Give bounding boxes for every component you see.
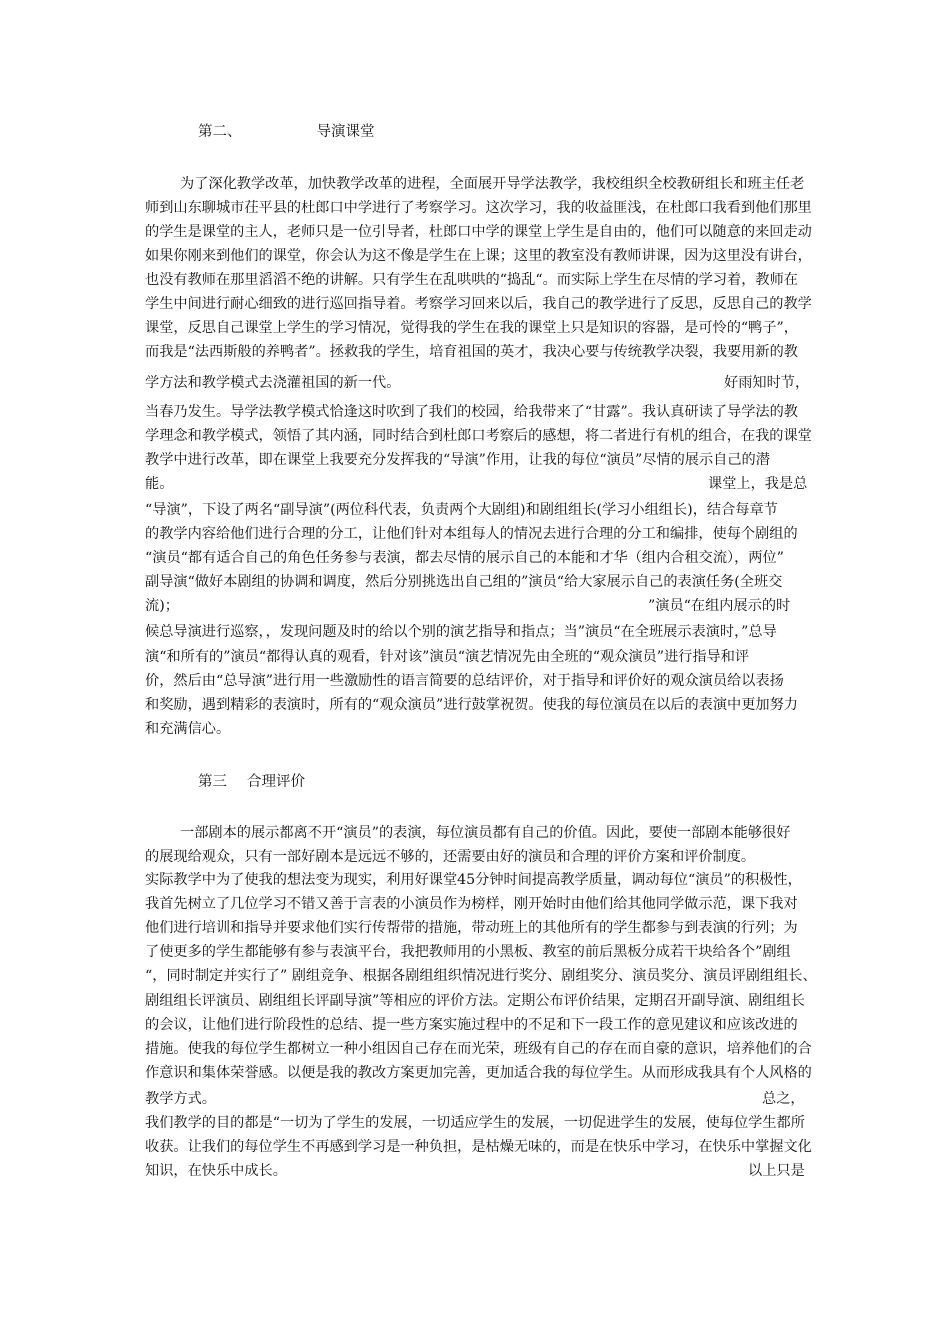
paragraph-line: 教学方式。: [145, 1091, 216, 1107]
paragraph-line: 的教学内容给他们进行合理的分工，让他们针对本组每人的情况去进行合理的分工和编排，使每个剧组的: [145, 526, 798, 542]
paragraph-line: 实际教学中为了使我的想法变为现实，利用好课堂45分钟时间提高教学质量，调动每位“演员”的积极性，: [145, 872, 802, 888]
paragraph-line: “演员“都有适合自己的角色任务参与表演，都去尽情的展示自己的本能和才华（组内合租交流），两位”: [145, 550, 784, 566]
paragraph-line: 好雨知时节，: [724, 375, 810, 391]
paragraph-line: 剧组组长评演员、剧组组长评副导演”等相应的评价方法。定期公布评价结果，定期召开副导演、剧组组长: [145, 993, 805, 1009]
paragraph-line: 教学中进行改革，即在课堂上我要充分发挥我的“导演”作用，让我的每位“演员”尽情的展示自己的潜: [145, 452, 770, 468]
paragraph-line: 学方法和教学模式去浇灌祖国的新一代。: [145, 375, 401, 391]
paragraph-line: 我们教学的目的都是“一切为了学生的发展，一切适应学生的发展，一切促进学生的发展，使每位学生都所: [145, 1115, 805, 1131]
paragraph-line: 为了深化教学改革，加快教学改革的进程，全面展开导学法教学，我校组织全校教研组长和班主任老: [180, 176, 805, 192]
paragraph-line: 当春乃发生。导学法教学模式恰逢这时吹到了我们的校园，给我带来了“甘露”。我认真研读了导学法的教: [145, 404, 798, 420]
paragraph-line: 如果你刚来到他们的课堂，你会认为这不像是学生在上课；这里的教室没有教师讲课，因为这里没有讲台，: [145, 248, 812, 264]
paragraph-line: 而我是“法西斯般的养鸭者”。拯救我的学生，培育祖国的英才，我决心要与传统教学决裂，我要用新的教: [145, 344, 798, 360]
paragraph-line: 一部剧本的展示都离不开“演员”的表演，每位演员都有自己的价值。因此，要使一部剧本能够很好: [180, 825, 791, 841]
paragraph-line: 收获。让我们的每位学生不再感到学习是一种负担，是枯燥无味的，而是在快乐中学习，在快乐中掌握文化: [145, 1139, 812, 1155]
paragraph-line: 课堂上，我是总: [708, 476, 808, 492]
paragraph-line: 的学生是课堂的主人，老师只是一位引导者，杜郎口中学的课堂上学生是自由的，他们可以随意的来回走动: [145, 224, 812, 240]
paragraph-line: “导演”，下设了两名“副导演”(两位科代表，负责两个大剧组)和剧组组长(学习小组组长)，结合每章节: [145, 502, 778, 518]
paragraph-line: 能。: [145, 476, 174, 492]
paragraph-line: 价，然后由“总导演”进行用一些激励性的语言简要的总结评价，对于指导和评价好的观众演员给以表扬: [145, 673, 784, 689]
paragraph-line: 和奖励，遇到精彩的表演时，所有的“观众演员”进行鼓掌祝贺。使我的每位演员在以后的表演中更加努力: [145, 697, 798, 713]
paragraph-line: 知识，在快乐中成长。: [145, 1163, 287, 1179]
paragraph-line: 的会议，让他们进行阶段性的总结、提一些方案实施过程中的不足和下一段工作的意见建议和应该改进的: [145, 1017, 798, 1033]
paragraph-line: 以上只是: [748, 1163, 805, 1179]
paragraph-line: 演“和所有的”演员“都得认真的观看，针对该”演员“演艺情况先由全班的“观众演员”进行指导和评: [145, 649, 750, 665]
paragraph-line: 的展现给观众，只有一部好剧本是远远不够的，还需要由好的演员和合理的评价方案和评价制度。: [145, 849, 756, 865]
section-heading: 第三 合理评价: [198, 774, 305, 790]
section-heading: 第二、 导演课堂: [198, 124, 375, 140]
paragraph-line: 我首先树立了几位学习不错又善于言表的小演员作为榜样，刚开始时由他们给其他同学做示范，课下我对: [145, 896, 798, 912]
paragraph-line: 候总导演进行巡察，，发现问题及时的给以个别的演艺指导和指点；当”演员“在全班展示表演时，”总导: [145, 624, 777, 640]
paragraph-line: 总之，: [762, 1091, 805, 1107]
paragraph-line: 课堂，反思自己课堂上学生的学习情况，觉得我的学生在我的课堂上只是知识的容器，是可怜的“鸭子”，: [145, 320, 798, 336]
paragraph-line: 学生中间进行耐心细致的进行巡回指导着。考察学习回来以后，我自己的教学进行了反思，反思自己的教学: [145, 296, 812, 312]
paragraph-line: ”演员“在组内展示的时: [648, 598, 791, 614]
paragraph-line: 他们进行培训和指导并要求他们实行传帮带的措施，带动班上的其他所有的学生都参与到表演的行列；为: [145, 920, 798, 936]
paragraph-line: “，同时制定并实行了” 剧组竞争、根据各剧组组织情况进行奖分、剧组奖分、演员奖分、演员评剧组组长、: [145, 968, 817, 984]
paragraph-line: 作意识和集体荣誉感。以便是我的教改方案更加完善，更加适合我的每位学生。从而形成我具有个人风格的: [145, 1065, 812, 1081]
paragraph-line: 流)；: [145, 598, 179, 614]
paragraph-line: 措施。使我的每位学生都树立一种小组因自己存在而光荣，班级有自己的存在而自豪的意识，培养他们的合: [145, 1041, 812, 1057]
paragraph-line: 也没有教师在那里滔滔不绝的讲解。只有学生在乱哄哄的“捣乱“。而实际上学生在尽情的学习着，教师在: [145, 272, 798, 288]
paragraph-line: 了使更多的学生都能够有参与表演平台，我把教师用的小黑板、教室的前后黑板分成若干块给各个”剧组: [145, 944, 791, 960]
paragraph-line: 副导演“做好本剧组的协调和调度，然后分别挑选出自己组的”演员“给大家展示自己的表演任务(全班交: [145, 574, 783, 590]
paragraph-line: 和充满信心。: [145, 721, 231, 737]
paragraph-line: 学理念和教学模式，领悟了其内涵，同时结合到杜郎口考察后的感想，将二者进行有机的组合，在我的课堂: [145, 428, 812, 444]
paragraph-line: 师到山东聊城市茌平县的杜郎口中学进行了考察学习。这次学习，我的收益匪浅，在杜郎口我看到他们那里: [145, 200, 812, 216]
